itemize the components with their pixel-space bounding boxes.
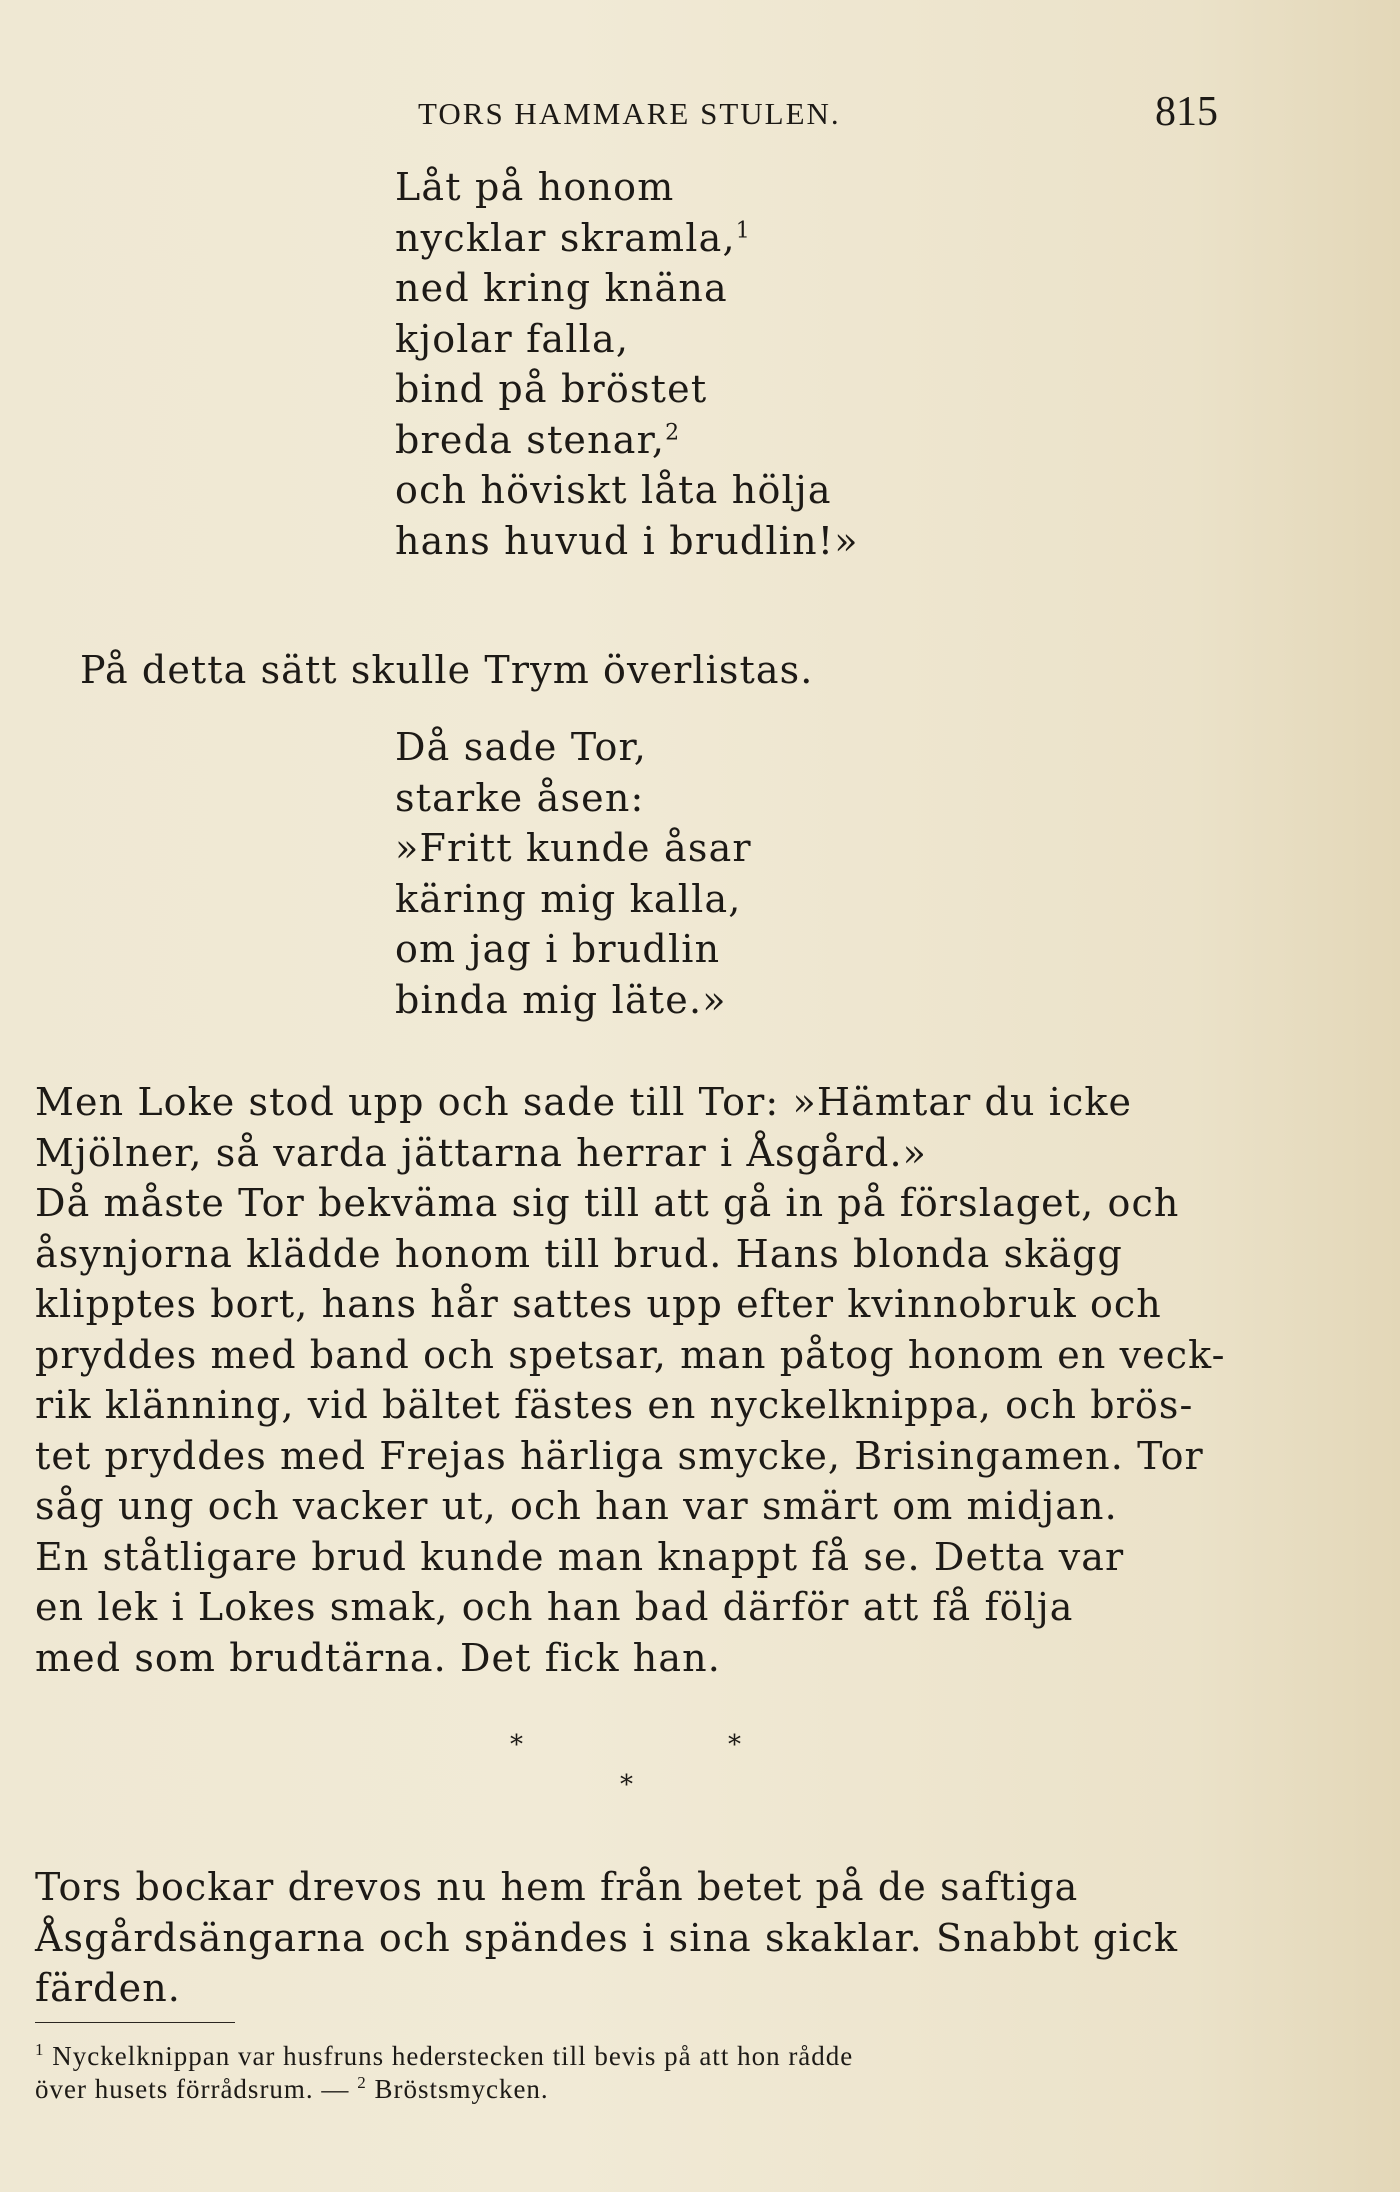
footnote-marker: 2 <box>665 419 681 445</box>
footnote-line <box>35 2073 853 2106</box>
verse-line-with-note <box>395 415 859 466</box>
footnote-text: över husets förrådsrum. — <box>35 2074 358 2104</box>
footnote-marker: 1 <box>735 217 751 243</box>
prose-line: åsynjorna klädde honom till brud. Hans blonda skägg <box>35 1231 1123 1276</box>
footnotes <box>35 2040 853 2106</box>
prose-line: såg ung och vacker ut, och han var smärt om midjan. <box>35 1484 1118 1528</box>
verse-line: Då sade Tor, <box>395 725 647 769</box>
verse-stanza-1 <box>395 162 859 566</box>
footnote-number: 1 <box>35 2040 45 2059</box>
prose-line: En ståtligare brud kunde man knappt få se. Detta var <box>35 1534 1125 1579</box>
running-title: TORS HAMMARE STULEN. <box>418 96 841 131</box>
verse-line: binda mig läte.» <box>395 977 727 1022</box>
prose-line: pryddes med band och spetsar, man påtog honom en veck- <box>35 1332 1226 1377</box>
verse-line: »Fritt kunde åsar <box>395 826 752 870</box>
prose-line: rik klänning, vid bältet fästes en nyckelknippa, och brös- <box>35 1383 1194 1427</box>
verse-line: och höviskt låta hölja <box>395 468 832 512</box>
prose-line: Tors bockar drevos nu hem från betet på de saftiga <box>35 1865 1079 1909</box>
verse-line: Låt på honom <box>395 165 675 209</box>
footnote-number: 2 <box>357 2073 367 2092</box>
asterisk-ornament: * <box>728 1730 741 1760</box>
verse-line-text: breda stenar, <box>395 417 666 462</box>
asterisk-ornament: * <box>620 1770 633 1800</box>
section-separator <box>500 1730 780 1820</box>
verse-line: hans huvud i brudlin!» <box>395 518 859 563</box>
asterisk-ornament: * <box>510 1730 523 1760</box>
verse-line: om jag i brudlin <box>395 927 721 971</box>
verse-line: bind på bröstet <box>395 367 708 411</box>
prose-line: Mjölner, så varda jättarna herrar i Åsgård.» <box>35 1130 927 1175</box>
prose-paragraph-3 <box>35 1862 1215 2014</box>
prose-line: klipptes bort, hans hår sattes upp efter kvinnobruk och <box>35 1282 1162 1326</box>
prose-paragraph-2 <box>35 1077 1226 1683</box>
prose-line: På detta sätt skulle Trym överlistas. <box>80 648 814 692</box>
prose-line: färden. <box>35 1966 181 2010</box>
verse-line: käring mig kalla, <box>395 876 742 921</box>
prose-line: en lek i Lokes smak, och han bad därför att få följa <box>35 1585 1074 1629</box>
footnote-text: Bröstsmycken. <box>374 2074 549 2104</box>
verse-line-with-note <box>395 213 859 264</box>
verse-stanza-2 <box>395 722 752 1025</box>
verse-line: starke åsen: <box>395 775 645 820</box>
verse-line: kjolar falla, <box>395 316 630 361</box>
prose-paragraph-1 <box>80 645 1260 696</box>
verse-line: ned kring knäna <box>395 266 728 310</box>
footnote-line <box>35 2040 853 2073</box>
prose-line: med som brudtärna. Det fick han. <box>35 1635 721 1680</box>
prose-line: Åsgårdsängarna och spändes i sina skaklar. Snabbt gick <box>35 1915 1179 1960</box>
verse-line-text: nycklar skramla, <box>395 215 736 260</box>
footnote-divider <box>35 2022 235 2023</box>
page-number: 815 <box>1155 89 1218 135</box>
footnote-text: Nyckelknippan var husfruns hederstecken till bevis på att hon rådde <box>52 2041 854 2071</box>
prose-line: Då måste Tor bekväma sig till att gå in på förslaget, och <box>35 1181 1180 1225</box>
prose-line: tet pryddes med Frejas härliga smycke, Brisingamen. Tor <box>35 1433 1204 1478</box>
prose-line: Men Loke stod upp och sade till Tor: »Hämtar du icke <box>35 1080 1133 1124</box>
